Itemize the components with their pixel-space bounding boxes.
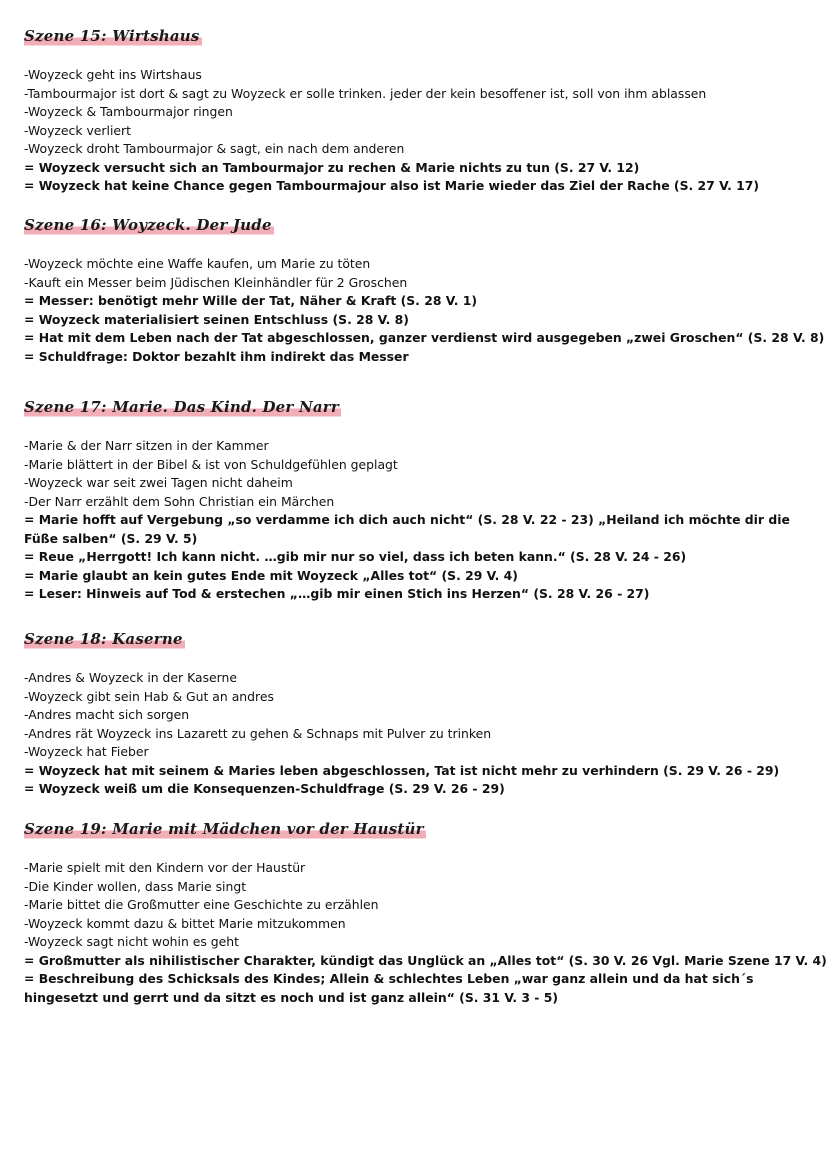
note-line: -Tambourmajor ist dort & sagt zu Woyzeck er solle trinken. jeder der kein besoffener ist, soll von ihm ablassen (24, 85, 707, 101)
note-line: -Woyzeck droht Tambourmajor & sagt, ein nach dem anderen (24, 141, 405, 156)
conclusion-line: = Marie glaubt an kein gutes Ende mit Woyzeck „Alles tot“ (S. 29 V. 4) (24, 567, 518, 583)
conclusion-line: = Woyzeck weiß um die Konsequenzen-Schuldfrage (S. 29 V. 26 - 29) (24, 781, 505, 796)
note-line: -Der Narr erzählt dem Sohn Christian ein Märchen (24, 493, 335, 509)
note-line: -Woyzeck sagt nicht wohin es geht (24, 934, 239, 949)
note-line: -Marie spielt mit den Kindern vor der Haustür (24, 860, 306, 875)
note-line: -Woyzeck möchte eine Waffe kaufen, um Marie zu töten (24, 256, 371, 271)
note-line: -Marie bittet die Großmutter eine Geschichte zu erzählen (24, 897, 379, 912)
note-line: -Woyzeck kommt dazu & bittet Marie mitzukommen (24, 915, 346, 931)
note-line: -Andres & Woyzeck in der Kaserne (24, 670, 238, 685)
note-line: -Die Kinder wollen, dass Marie singt (24, 878, 247, 894)
conclusion-line: = Marie hofft auf Vergebung „so verdamme ich dich auch nicht“ (S. 28 V. 22 - 23) „Heiland ich möchte dir die Füße salben“ (S. 29 V. 5) (24, 512, 790, 546)
note-line: -Woyzeck hat Fieber (24, 744, 149, 759)
note-line: -Andres rät Woyzeck ins Lazarett zu gehen & Schnaps mit Pulver zu trinken (24, 725, 492, 741)
note-line: -Woyzeck war seit zwei Tagen nicht daheim (24, 475, 293, 490)
scene-17 (24, 397, 814, 604)
note-line: -Woyzeck gibt sein Hab & Gut an andres (24, 688, 274, 704)
scene-title: Szene 16: Woyzeck. Der Jude (24, 216, 272, 234)
note-line: -Marie blättert in der Bibel & ist von Schuldgefühlen geplagt (24, 456, 398, 472)
note-line: -Andres macht sich sorgen (24, 707, 190, 722)
conclusion-line: = Beschreibung des Schicksals des Kindes; Allein & schlechtes Leben „war ganz allein und da hat sich´s hingesetzt und gerrt und da sitzt es noch und ist ganz allein“ (S. 31 V. 3 - 5) (24, 971, 754, 1005)
conclusion-line: = Reue „Herrgott! Ich kann nicht. …gib mir nur so viel, dass ich beten kann.“ (S. 28 V. 24 - 26) (24, 549, 687, 564)
scene-16 (24, 215, 825, 366)
scene-title: Szene 19: Marie mit Mädchen vor der Haustür (24, 820, 424, 838)
note-line: -Woyzeck & Tambourmajor ringen (24, 104, 233, 119)
note-line: -Woyzeck verliert (24, 122, 131, 138)
conclusion-line: = Leser: Hinweis auf Tod & erstechen „…gib mir einen Stich ins Herzen“ (S. 28 V. 26 - 27) (24, 586, 650, 601)
conclusion-line: = Woyzeck materialisiert seinen Entschluss (S. 28 V. 8) (24, 311, 409, 327)
note-line: -Woyzeck geht ins Wirtshaus (24, 67, 202, 82)
scene-title: Szene 15: Wirtshaus (24, 27, 200, 45)
scene-notes (24, 66, 814, 196)
scene-title: Szene 18: Kaserne (24, 630, 183, 648)
note-line: -Kauft ein Messer beim Jüdischen Kleinhändler für 2 Groschen (24, 274, 408, 290)
conclusion-line: = Hat mit dem Leben nach der Tat abgeschlossen, ganzer verdienst wird ausgegeben „zwei Groschen“ (S. 28 V. 8) (24, 330, 825, 345)
conclusion-line: = Schuldfrage: Doktor bezahlt ihm indirekt das Messer (24, 348, 409, 364)
conclusion-line: = Woyzeck versucht sich an Tambourmajor zu rechen & Marie nichts zu tun (S. 27 V. 12) (24, 159, 640, 175)
scene-notes (24, 669, 814, 799)
conclusion-line: = Woyzeck hat mit seinem & Maries leben abgeschlossen, Tat ist nicht mehr zu verhindern (S. 29 V. 26 - 29) (24, 762, 780, 778)
note-line: -Marie & der Narr sitzen in der Kammer (24, 438, 269, 453)
scene-18 (24, 629, 814, 799)
scene-notes (24, 255, 825, 366)
scene-title: Szene 17: Marie. Das Kind. Der Narr (24, 398, 339, 416)
scene-19 (24, 819, 827, 1007)
scene-notes (24, 437, 814, 604)
scene-15 (24, 26, 814, 196)
conclusion-line: = Messer: benötigt mehr Wille der Tat, Näher & Kraft (S. 28 V. 1) (24, 293, 478, 308)
conclusion-line: = Großmutter als nihilistischer Charakter, kündigt das Unglück an „Alles tot“ (S. 30 V. 26 Vgl. Marie Szene 17 V. 4) (24, 952, 827, 968)
conclusion-line: = Woyzeck hat keine Chance gegen Tambourmajour also ist Marie wieder das Ziel der Rache (S. 27 V. 17) (24, 178, 760, 193)
scene-notes (24, 859, 827, 1007)
